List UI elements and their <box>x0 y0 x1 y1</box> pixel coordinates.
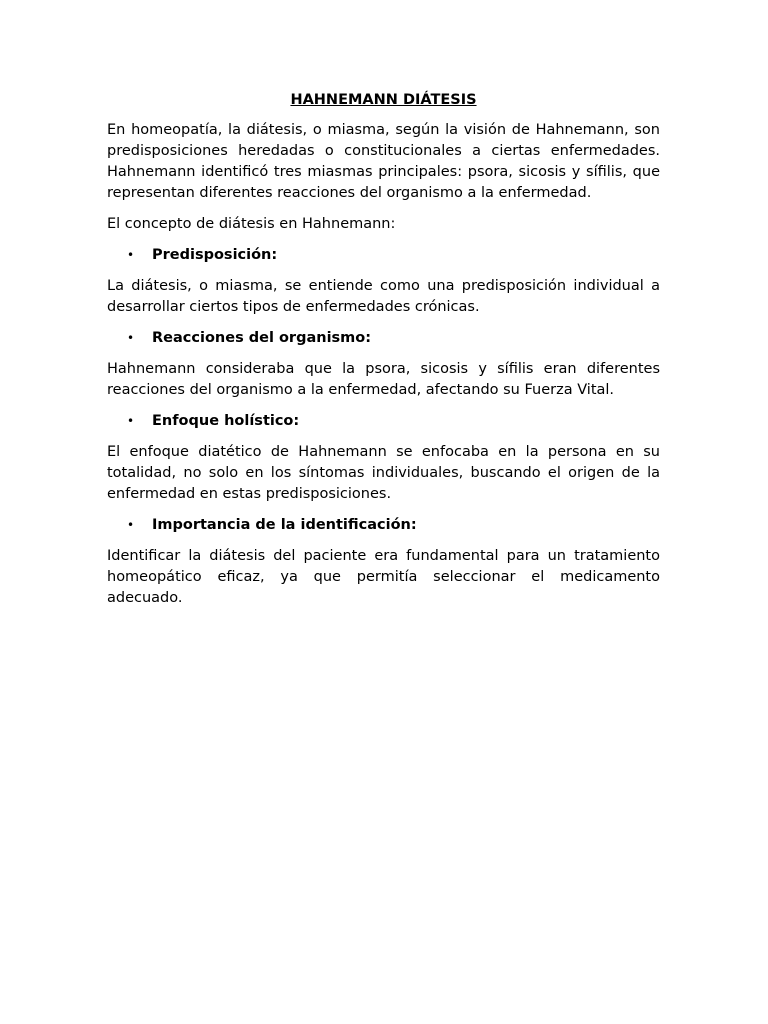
bullet-icon: • <box>127 331 135 345</box>
section-heading-label: Importancia de la identificación: <box>152 517 417 533</box>
document-title: HAHNEMANN DIÁTESIS <box>290 92 477 108</box>
section-heading-importancia <box>107 515 660 536</box>
bullet-icon: • <box>127 518 135 532</box>
section-paragraph-enfoque: El enfoque diatético de Hahnemann se enfocaba en la persona en su totalidad, no solo en los síntomas individuales, buscando el origen de la enfermedad en estas predisposiciones. <box>107 444 660 502</box>
section-heading-reacciones <box>107 328 660 349</box>
section-paragraph-importancia: Identificar la diátesis del paciente era fundamental para un tratamiento homeopático eficaz, ya que permitía seleccionar el medicamento adecuado. <box>107 548 660 606</box>
document-page <box>107 90 660 619</box>
section-heading-predisposicion <box>107 245 660 266</box>
section-heading-enfoque <box>107 411 660 432</box>
intro-paragraph: En homeopatía, la diátesis, o miasma, según la visión de Hahnemann, son predisposiciones heredadas o constitucionales a ciertas enfermedades. Hahnemann identificó tres miasmas principales: psora, sicosis y sífilis, que representan diferentes reacciones del organismo a la enfermedad. <box>107 122 660 201</box>
section-heading-label: Enfoque holístico: <box>152 413 300 429</box>
section-paragraph-predisposicion: La diátesis, o miasma, se entiende como una predisposición individual a desarrollar ciertos tipos de enfermedades crónicas. <box>107 278 660 315</box>
section-heading-label: Reacciones del organismo: <box>152 330 372 346</box>
section-heading-label: Predisposición: <box>152 247 278 263</box>
bullet-icon: • <box>127 414 135 428</box>
concept-intro-paragraph: El concepto de diátesis en Hahnemann: <box>107 216 396 232</box>
section-paragraph-reacciones: Hahnemann consideraba que la psora, sicosis y sífilis eran diferentes reacciones del organismo a la enfermedad, afectando su Fuerza Vital. <box>107 361 660 398</box>
bullet-icon: • <box>127 248 135 262</box>
